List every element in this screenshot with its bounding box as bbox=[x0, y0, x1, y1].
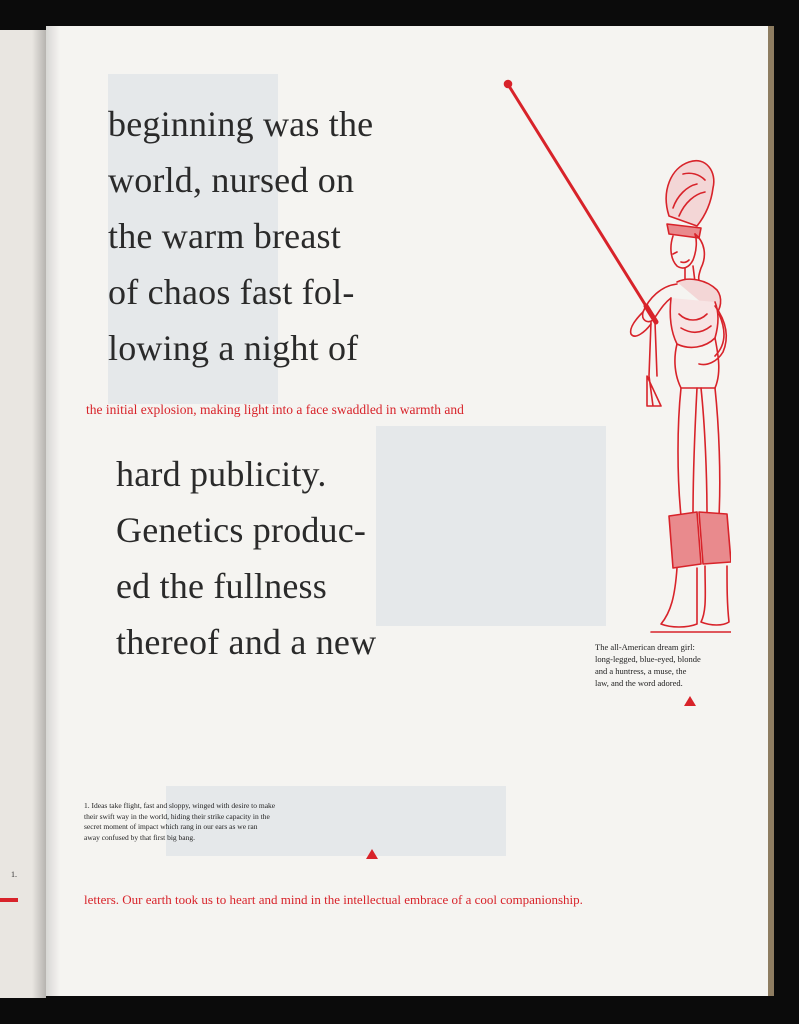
caption-line: and a huntress, a muse, the bbox=[595, 666, 687, 676]
red-running-line-1: the initial explosion, making light into a face swaddled in warmth and bbox=[86, 402, 464, 417]
gutter-shadow bbox=[32, 30, 46, 998]
footnote-line: away confused by that first big bang. bbox=[84, 832, 196, 842]
text-line: world, nursed on bbox=[108, 160, 355, 200]
footnote-line: 1. Ideas take flight, fast and sloppy, winged with desire to make bbox=[84, 801, 276, 810]
text-line: of chaos fast fol- bbox=[108, 272, 355, 312]
main-text-block-1 bbox=[108, 96, 373, 376]
page-gutter-shade bbox=[46, 26, 60, 996]
text-line: beginning was the bbox=[108, 104, 374, 144]
text-line: hard publicity. bbox=[116, 454, 327, 494]
footnote bbox=[84, 801, 314, 843]
illustration-caption bbox=[595, 641, 745, 689]
page-edge-stack bbox=[768, 26, 774, 996]
text-line: thereof and a new bbox=[116, 622, 377, 662]
caption-line: The all-American dream girl: bbox=[595, 642, 695, 652]
red-running-line-2: letters. Our earth took us to heart and mind in the intellectual embrace of a cool companionship. bbox=[84, 892, 583, 907]
right-page bbox=[46, 26, 768, 996]
text-line: lowing a night of bbox=[108, 328, 359, 368]
left-page-number: 1. bbox=[11, 870, 17, 879]
majorette-illustration bbox=[501, 76, 731, 636]
main-text-block-2 bbox=[116, 446, 376, 670]
left-red-marker bbox=[0, 898, 18, 902]
footnote-line: their swift way in the world, hiding their strike capacity in the bbox=[84, 811, 270, 821]
text-line: Genetics produc- bbox=[116, 510, 367, 550]
left-page-edge bbox=[0, 30, 46, 998]
caption-line: law, and the word adored. bbox=[595, 678, 683, 688]
footnote-line: secret moment of impact which rang in our ears as we ran bbox=[84, 822, 258, 831]
red-triangle-marker bbox=[366, 849, 378, 859]
red-triangle-marker bbox=[684, 696, 696, 706]
text-line: ed the fullness bbox=[116, 566, 327, 606]
caption-line: long-legged, blue-eyed, blonde bbox=[595, 654, 701, 664]
text-line: the warm breast bbox=[108, 216, 341, 256]
